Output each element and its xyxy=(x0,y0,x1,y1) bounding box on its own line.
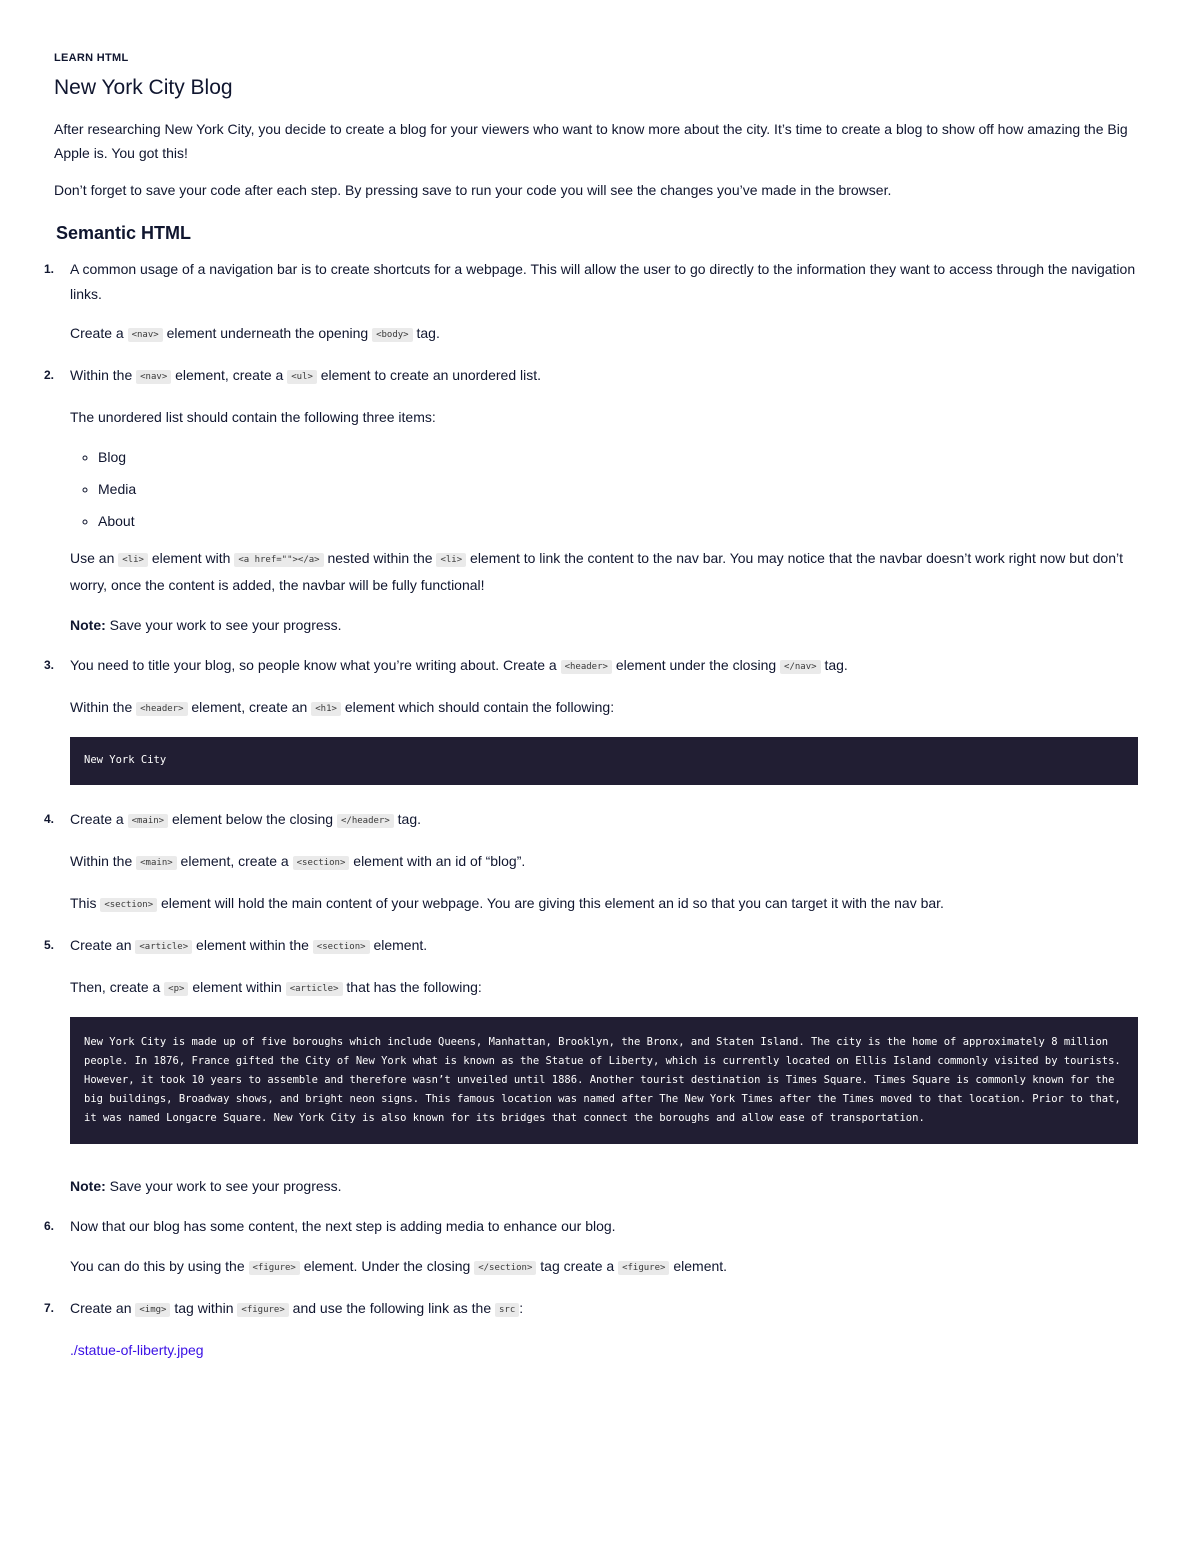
inline-code: </section> xyxy=(474,1261,536,1275)
step-instruction xyxy=(70,321,1138,348)
intro-paragraph: After researching New York City, you decide to create a blog for your viewers who want to know more about the city. It’s time to create a blog to show off how amazing the Big Apple is. You got this! xyxy=(54,121,1128,161)
task-list xyxy=(44,257,1138,1362)
inline-code: <main> xyxy=(136,856,177,870)
step-number: 2. xyxy=(44,368,55,382)
text-fragment: This xyxy=(70,895,101,911)
code-block[interactable]: New York City is made up of five boroughs which include Queens, Manhattan, Brooklyn, the Bronx, and Staten Island. The city is the home of approximately 8 million people. In 1876, France gifted the City of New York what is known as the Statue of Liberty, which is currently located on Ellis Island commonly visited by tourists. However, it took 10 years to assemble and therefore wasn’t unveiled until 1886. Another tourist destination is Times Square. Times Square is commonly known for the big buildings, Broadway shows, and bright neon signs. This famous location was named after The New York Times after the Times moved to that location. Prior to that, it was named Longacre Square. New York City is also known for its bridges that connect the boroughs and allow ease of transportation. xyxy=(70,1017,1138,1144)
inline-code: <article> xyxy=(135,940,192,954)
step-text: The unordered list should contain the following three items: xyxy=(70,409,436,425)
text-fragment: element, create an xyxy=(187,699,312,715)
text-fragment: You can do this by using the xyxy=(70,1258,249,1274)
list-item: ◦ Media xyxy=(98,477,1138,502)
step-text xyxy=(70,695,1138,722)
text-fragment: element. Under the closing xyxy=(299,1258,475,1274)
step-number: 5. xyxy=(44,938,55,952)
course-eyebrow: LEARN HTML xyxy=(54,52,129,64)
text-fragment: tag. xyxy=(393,811,422,827)
text-fragment: Create a xyxy=(70,811,128,827)
inline-code: <nav> xyxy=(128,328,163,342)
code-block[interactable]: New York City xyxy=(70,737,1138,785)
step-text xyxy=(70,1254,1138,1281)
note-text: Save your work to see your progress. xyxy=(105,1178,342,1194)
inline-code: <h1> xyxy=(311,702,341,716)
step-text xyxy=(70,1296,1138,1323)
note-text: Save your work to see your progress. xyxy=(105,617,342,633)
text-fragment: element below the closing xyxy=(168,811,337,827)
inline-code: <figure> xyxy=(618,1261,669,1275)
inline-code: <img> xyxy=(135,1303,170,1317)
inline-code: src xyxy=(495,1303,519,1317)
list-item: ◦ Blog xyxy=(98,445,1138,470)
text-fragment: nested within the xyxy=(323,550,437,566)
text-fragment: Create a xyxy=(70,325,128,341)
text-fragment: element which should contain the following: xyxy=(340,699,615,715)
text-fragment: tag within xyxy=(170,1300,238,1316)
nav-items-list xyxy=(70,445,1138,534)
step-text xyxy=(70,933,1138,960)
inline-code: <li> xyxy=(436,553,466,567)
step-number: 6. xyxy=(44,1219,55,1233)
text-fragment: element. xyxy=(669,1258,728,1274)
text-fragment: Create an xyxy=(70,1300,136,1316)
text-fragment: that has the following: xyxy=(342,979,482,995)
text-fragment: tag. xyxy=(412,325,440,341)
text-fragment: element within xyxy=(188,979,286,995)
text-fragment: Within the xyxy=(70,699,137,715)
image-link[interactable]: ./statue-of-liberty.jpeg xyxy=(70,1342,204,1358)
text-fragment: element. xyxy=(369,937,428,953)
inline-code: </nav> xyxy=(780,660,821,674)
text-fragment: element, create a xyxy=(176,853,293,869)
task-step-2 xyxy=(44,363,1138,638)
note-label: Note: xyxy=(70,617,106,633)
step-number: 4. xyxy=(44,812,55,826)
text-fragment: element with an id of “blog”. xyxy=(349,853,526,869)
step-text xyxy=(70,891,1138,918)
text-fragment: and use the following link as the xyxy=(288,1300,496,1316)
inline-code: <main> xyxy=(128,814,169,828)
inline-code: <li> xyxy=(118,553,148,567)
step-number: 7. xyxy=(44,1301,55,1315)
list-item: ◦ About xyxy=(98,509,1138,534)
text-fragment: : xyxy=(519,1300,524,1316)
inline-code: <p> xyxy=(164,982,188,996)
step-text xyxy=(70,653,1138,680)
task-step-7 xyxy=(44,1296,1138,1362)
step-text: A common usage of a navigation bar is to create shortcuts for a webpage. This will allow the user to go directly to the information they want to access through the navigation links. xyxy=(70,261,1136,302)
task-step-3 xyxy=(44,653,1138,785)
step-number: 3. xyxy=(44,658,55,672)
intro-save-reminder: Don’t forget to save your code after each step. By pressing save to run your code you will see the changes you’ve made in the browser. xyxy=(54,182,892,198)
task-step-6 xyxy=(44,1214,1138,1281)
text-fragment: element will hold the main content of your webpage. You are giving this element an id so that you can target it with the nav bar. xyxy=(157,895,944,911)
inline-code: <section> xyxy=(100,898,157,912)
text-fragment: element to create an unordered list. xyxy=(316,367,542,383)
text-fragment: element within the xyxy=(192,937,313,953)
step-text xyxy=(70,975,1138,1002)
text-fragment: You need to title your blog, so people know what you’re writing about. Create a xyxy=(70,657,561,673)
inline-code: <body> xyxy=(372,328,413,342)
inline-code: <figure> xyxy=(237,1303,288,1317)
inline-code: <nav> xyxy=(136,370,171,384)
inline-code: <header> xyxy=(561,660,612,674)
step-text xyxy=(70,807,1138,834)
section-heading: Semantic HTML xyxy=(56,223,192,243)
inline-code: <a href=""></a> xyxy=(234,553,323,567)
note xyxy=(70,1174,1138,1199)
text-fragment: element to link the content to the nav bar. You may notice that the navbar doesn’t work right now but don’t worry, once the content is added, the navbar will be fully functional! xyxy=(70,550,1123,593)
step-text xyxy=(70,546,1138,598)
text-fragment: Then, create a xyxy=(70,979,165,995)
text-fragment: Create an xyxy=(70,937,136,953)
text-fragment: element with xyxy=(147,550,235,566)
text-fragment: Within the xyxy=(70,367,137,383)
step-number: 1. xyxy=(44,262,55,276)
task-step-4 xyxy=(44,807,1138,918)
text-fragment: tag create a xyxy=(536,1258,619,1274)
inline-code: <header> xyxy=(136,702,187,716)
step-text: Now that our blog has some content, the next step is adding media to enhance our blog. xyxy=(70,1218,616,1234)
step-text xyxy=(70,363,1138,390)
text-fragment: element under the closing xyxy=(611,657,781,673)
inline-code: <ul> xyxy=(287,370,317,384)
text-fragment: Use an xyxy=(70,550,119,566)
task-step-1 xyxy=(44,257,1138,348)
text-fragment: Within the xyxy=(70,853,137,869)
text-fragment: tag. xyxy=(820,657,848,673)
note-label: Note: xyxy=(70,1178,106,1194)
task-step-5 xyxy=(44,933,1138,1199)
step-text xyxy=(70,849,1138,876)
inline-code: <section> xyxy=(293,856,350,870)
text-fragment: element, create a xyxy=(171,367,288,383)
inline-code: <figure> xyxy=(249,1261,300,1275)
inline-code: <section> xyxy=(313,940,370,954)
inline-code: </header> xyxy=(337,814,394,828)
page-title: New York City Blog xyxy=(54,76,233,99)
note xyxy=(70,613,1138,638)
text-fragment: element underneath the opening xyxy=(162,325,373,341)
inline-code: <article> xyxy=(286,982,343,996)
